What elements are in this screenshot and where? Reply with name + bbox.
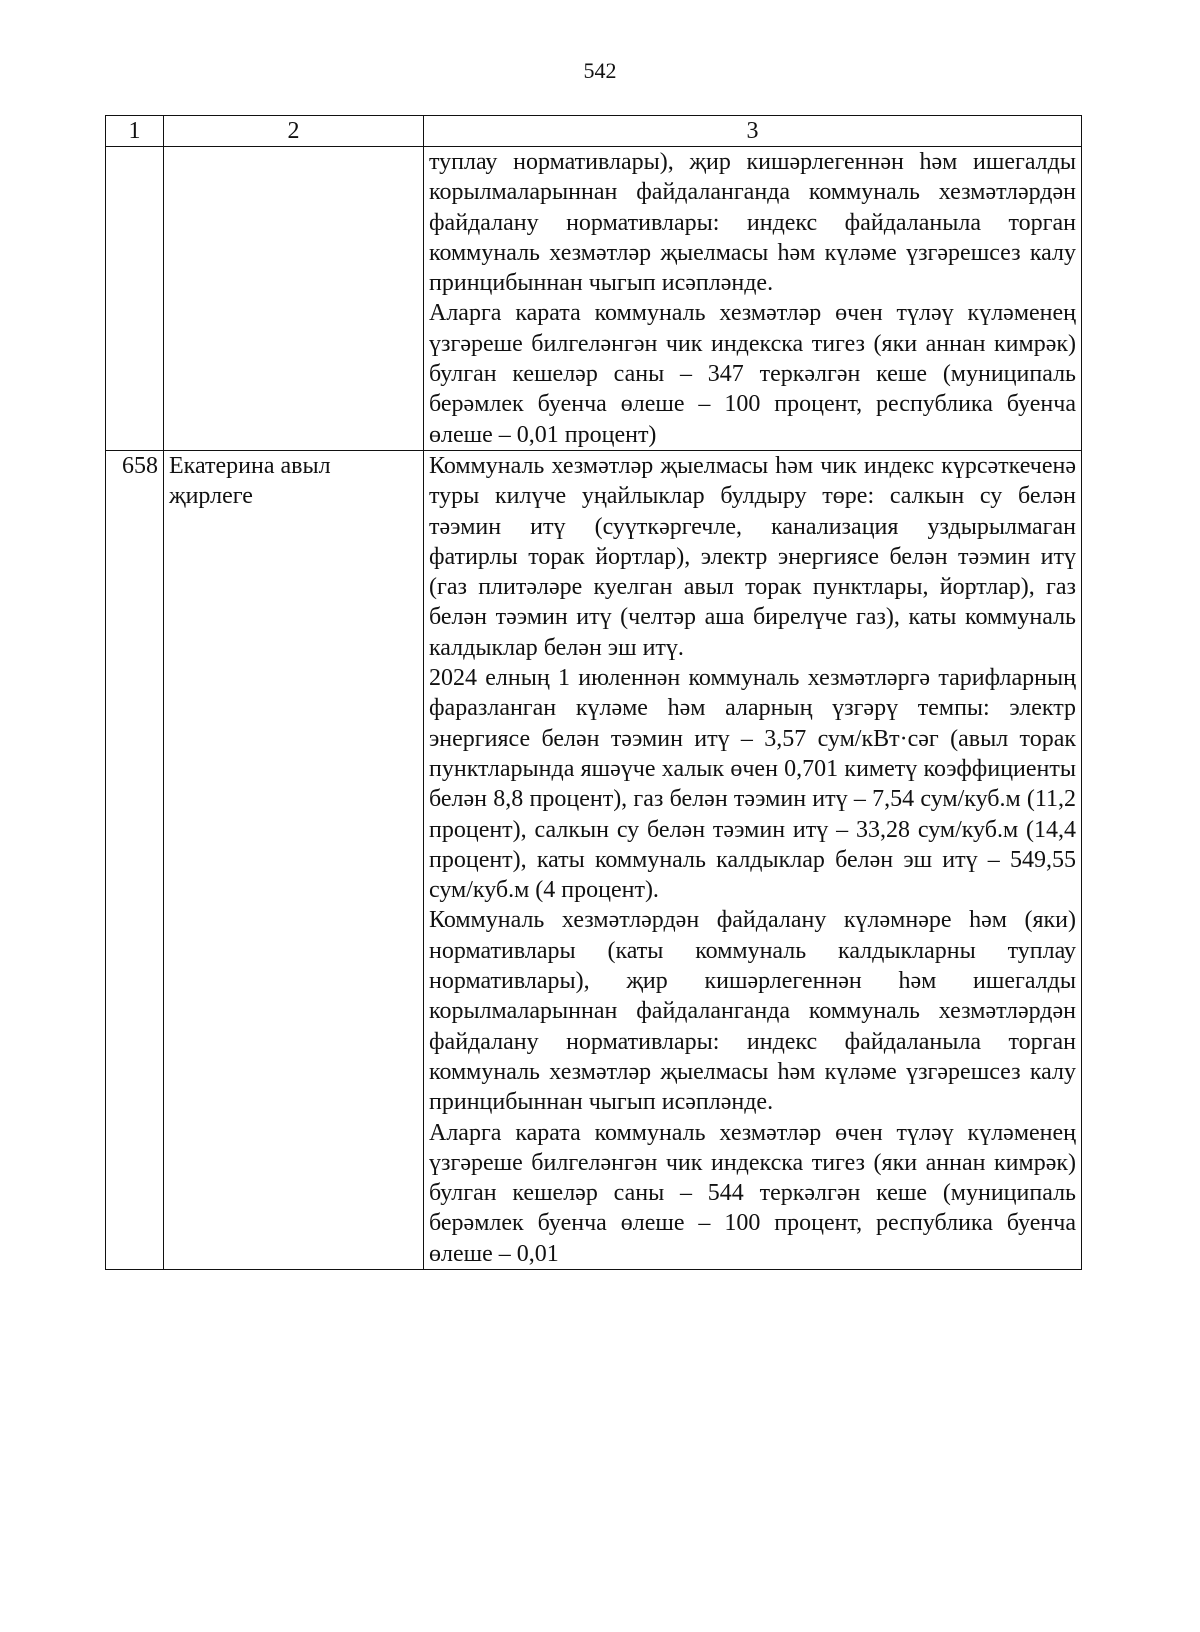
page-number: 542 — [583, 58, 617, 83]
settlement-name-cell: Екатерина авыл җирлеге — [164, 450, 424, 1269]
description-paragraph: 2024 елның 1 июленнән коммуналь хезмәтләргә тарифларның фаразланган күләме һәм аларның үзгәрү темпы: электр энергиясе белән тәэмин итү – 3,57 сум/кВт·сәг (авыл торак пунктларында яшәүче халык өчен 0,701 киметү коэффициенты белән 8,8 процент), газ белән тәэмин итү – 7,54 сум/куб.м (11,2 процент), салкын су белән тәэмин итү – 33,28 сум/куб.м (14,4 процент), каты коммуналь калдыклар белән эш итү – 549,55 сум/куб.м (4 процент). — [429, 665, 1076, 904]
description-paragraph: Коммуналь хезмәтләрдән файдалану күләмнәре һәм (яки) нормативлары (каты коммуналь калдыкларны туплау нормативлары), җир кишәрлегеннән һәм ишегалды корылмаларыннан файдаланганда коммуналь хезмәтләрдән файдалану нормативлары: индекс файдаланыла торган коммуналь хезмәтләр җыелмасы һәм күләме үзгәрешсез калу принцибыннан чыгып исәпләнде. — [429, 907, 1076, 1116]
row-number-cell: 658 — [106, 450, 164, 1269]
table-row — [106, 147, 1082, 451]
description-paragraph: туплау нормативлары), җир кишәрлегеннән һәм ишегалды корылмаларыннан файдаланганда коммуналь хезмәтләрдән файдалану нормативлары: индекс файдаланыла торган коммуналь хезмәтләр җыелмасы һәм күләме үзгәрешсез калу принцибыннан чыгып исәпләнде. — [429, 149, 1076, 297]
description-paragraph: Аларга карата коммуналь хезмәтләр өчен түләү күләменең үзгәреше билгеләнгән чик индекска тигез (яки аннан кимрәк) булган кешеләр саны – 544 теркәлгән кеше (муниципаль берәмлек буенча өлеше – 100 процент, республика буенча өлеше – 0,01 — [429, 1119, 1076, 1267]
column-header-3: 3 — [424, 116, 1082, 147]
data-table — [105, 115, 1082, 1270]
description-cell — [424, 147, 1082, 451]
description-paragraph: Коммуналь хезмәтләр җыелмасы һәм чик индекс күрсәткеченә туры килүче уңайлыклар булдыру төре: салкын су белән тәэмин итү (суүткәргечле, канализация уздырылмаган фатирлы торак йортлар), электр энергиясе белән тәэмин итү (газ плитәләре куелган авыл торак пунктлары, йортлар), газ белән тәэмин итү (челтәр аша бирелүче газ), каты коммуналь калдыклар белән эш итү. — [429, 452, 1076, 661]
row-number-cell — [106, 147, 164, 451]
description-paragraph: Аларга карата коммуналь хезмәтләр өчен түләү күләменең үзгәреше билгеләнгән чик индекска тигез (яки аннан кимрәк) булган кешеләр саны – 347 теркәлгән кеше (муниципаль берәмлек буенча өлеше – 100 процент, республика буенча өлеше – 0,01 процент) — [429, 300, 1076, 448]
settlement-name-cell — [164, 147, 424, 451]
column-header-2: 2 — [164, 116, 424, 147]
table-row — [106, 450, 1082, 1269]
column-header-1: 1 — [106, 116, 164, 147]
table-header-row — [106, 116, 1082, 147]
description-cell — [424, 450, 1082, 1269]
